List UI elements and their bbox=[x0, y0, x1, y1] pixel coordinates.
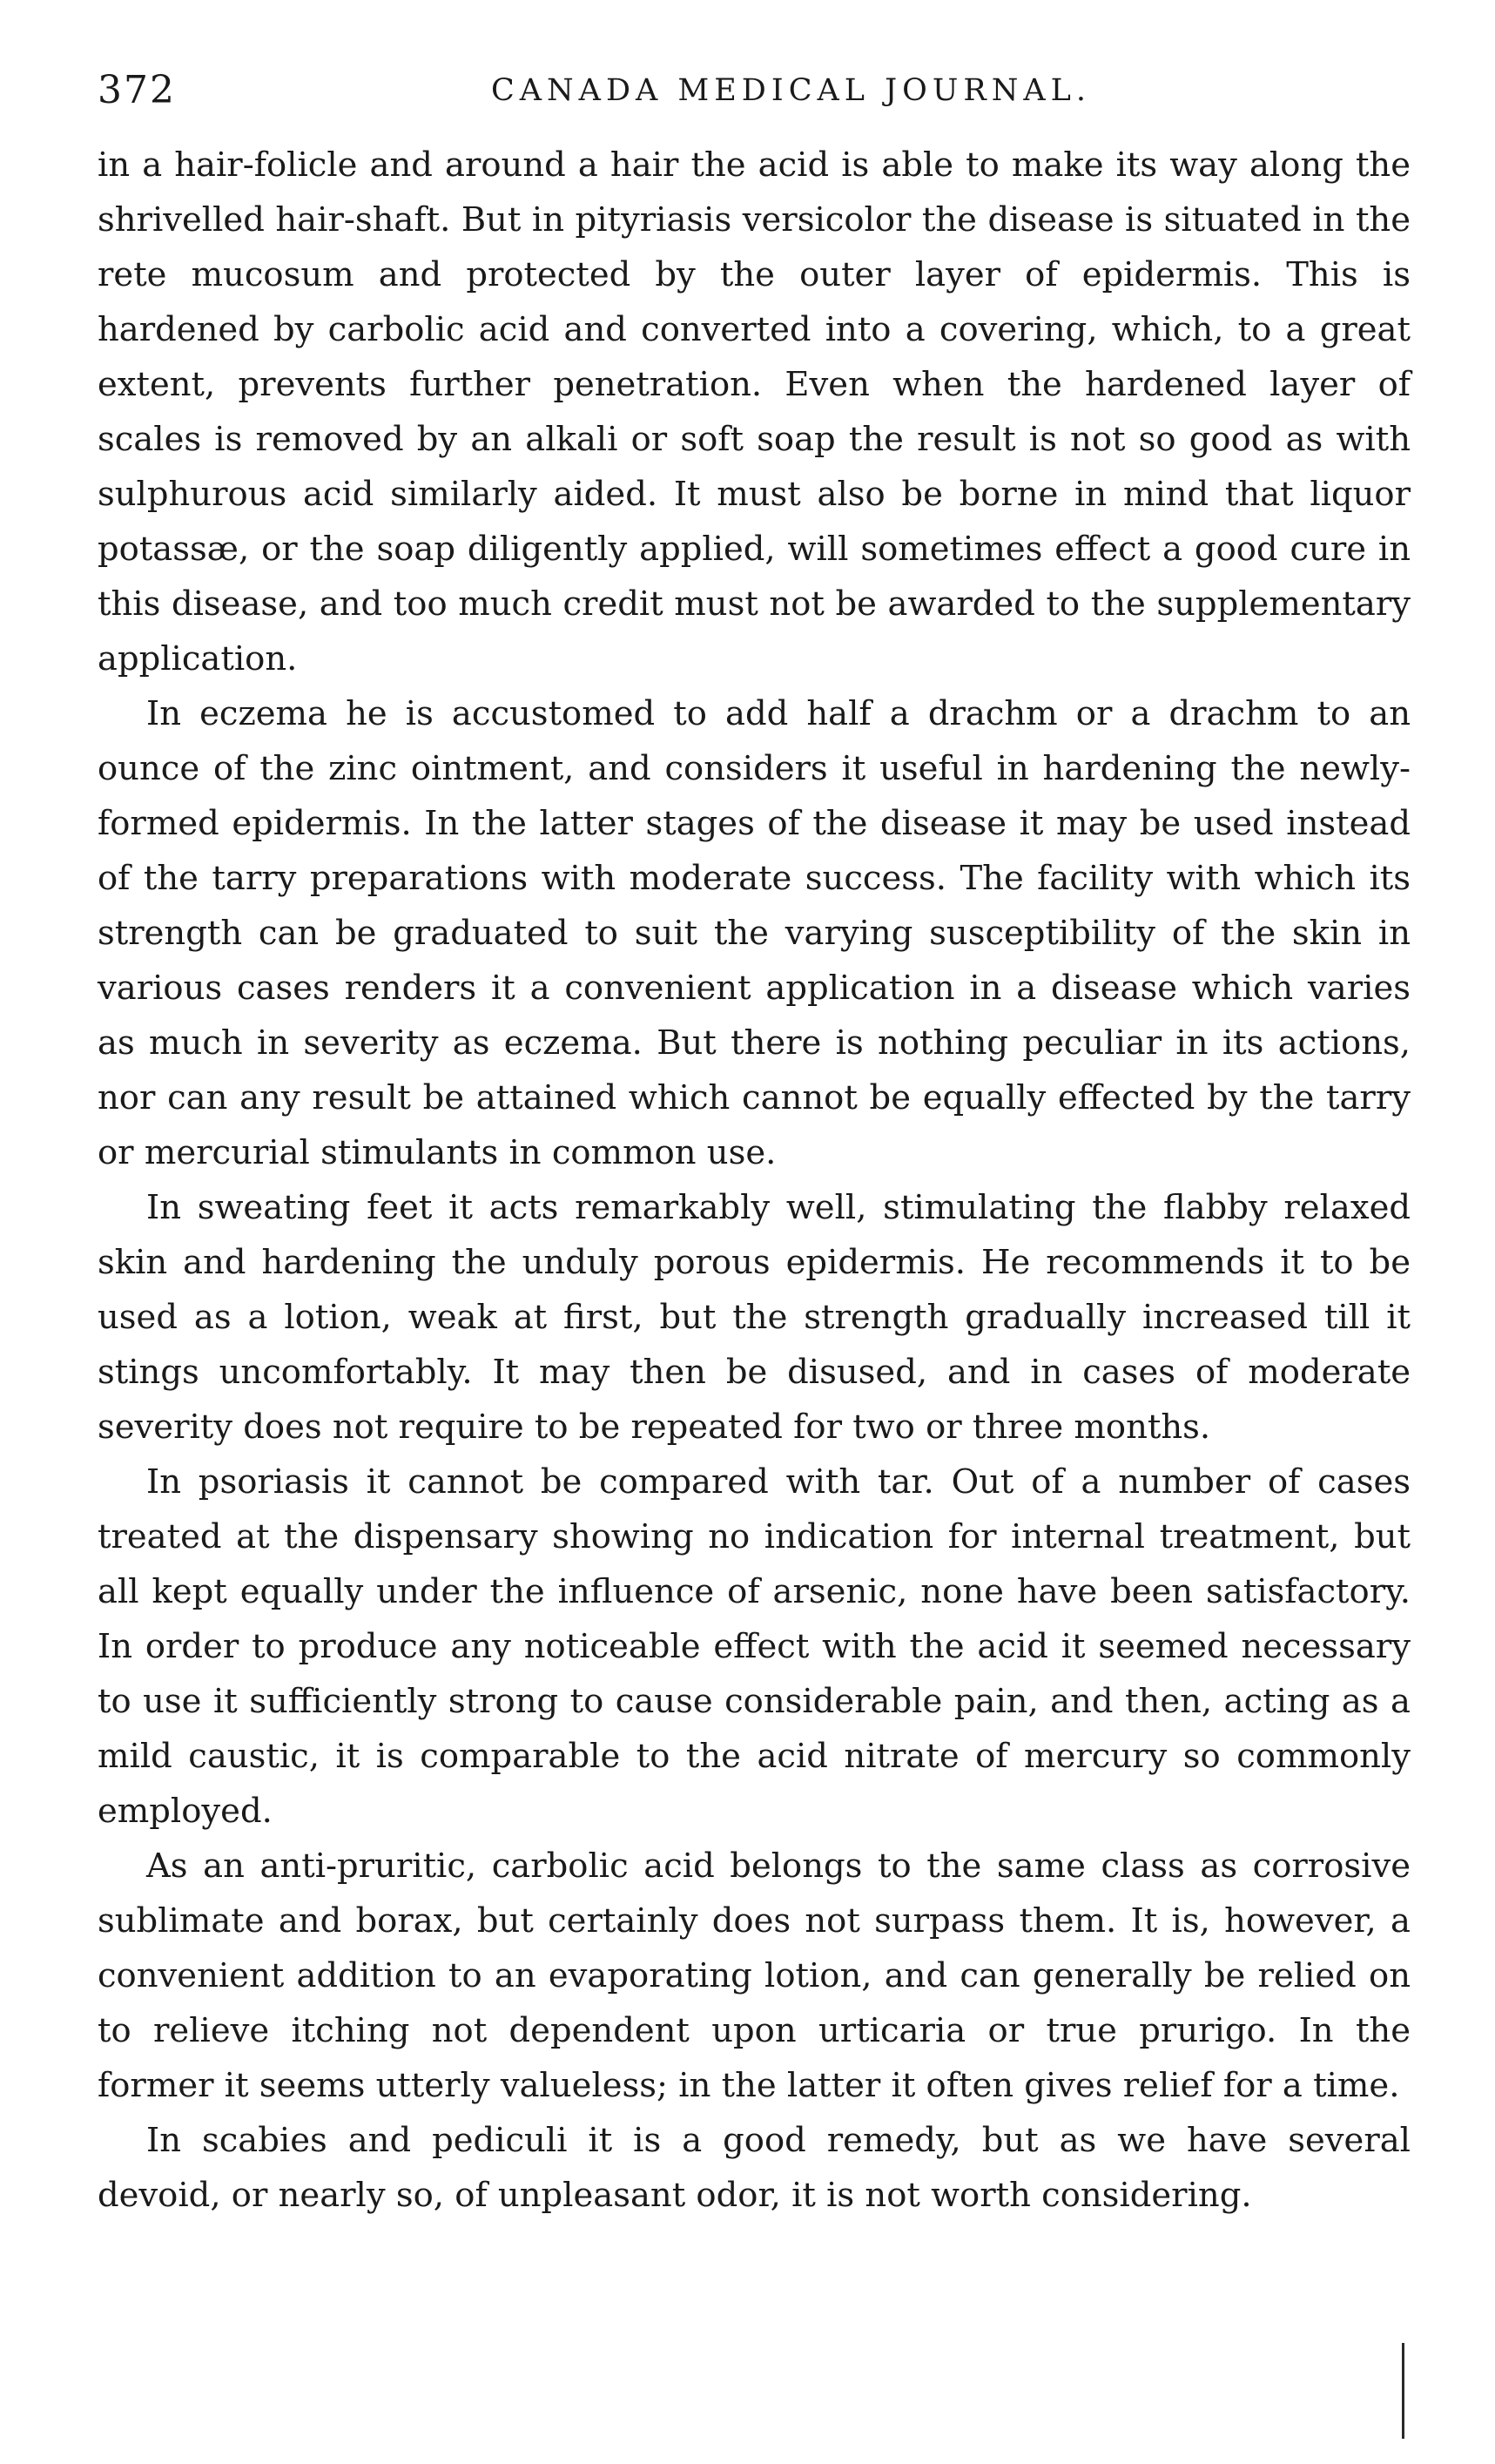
running-title: CANADA MEDICAL JOURNAL. bbox=[491, 73, 1091, 108]
paragraph-anti-pruritic: As an anti-pruritic, carbolic acid belongs to the same class as corrosive sublimate and borax, but certainly does not surpass them. It is, however, a convenient addition to an evaporating lotion, and can generally be relied on to relieve itching not dependent upon urticaria or true prurigo. In the former it seems utterly valueless; in the latter it often gives relief for a time. bbox=[98, 1846, 1411, 2105]
page-number: 372 bbox=[98, 68, 176, 112]
binding-edge-rule bbox=[1402, 2343, 1404, 2439]
article-body bbox=[98, 138, 1411, 2223]
paragraph-pityriasis-continued: in a hair-folicle and around a hair the acid is able to make its way along the shrivelled hair-shaft. But in pityriasis versicolor the disease is situated in the rete mucosum and protected by the outer layer of epidermis. This is hardened by carbolic acid and converted into a covering, which, to a great extent, prevents further penetration. Even when the hardened layer of scales is removed by an alkali or soft soap the result is not so good as with sulphurous acid similarly aided. It must also be borne in mind that liquor potassæ, or the soap diligently applied, will sometimes effect a good cure in this disease, and too much credit must not be awarded to the supplementary application. bbox=[98, 145, 1411, 678]
journal-page bbox=[98, 68, 1411, 2223]
page-header bbox=[98, 68, 1411, 138]
paragraph-eczema: In eczema he is accustomed to add half a drachm or a drachm to an ounce of the zinc ointment, and considers it useful in hardening the newly-formed epidermis. In the latter stages of the disease it may be used instead of the tarry preparations with moderate success. The facility with which its strength can be graduated to suit the varying susceptibility of the skin in various cases renders it a convenient application in a disease which varies as much in severity as eczema. But there is nothing peculiar in its actions, nor can any result be attained which cannot be equally effected by the tarry or mercurial stimulants in common use. bbox=[98, 694, 1411, 1172]
paragraph-scabies: In scabies and pediculi it is a good remedy, but as we have several devoid, or nearly so, of unpleasant odor, it is not worth considering. bbox=[98, 2121, 1411, 2215]
paragraph-psoriasis: In psoriasis it cannot be compared with tar. Out of a number of cases treated at the dispensary showing no indication for internal treatment, but all kept equally under the influence of arsenic, none have been satisfactory. In order to produce any noticeable effect with the acid it seemed necessary to use it sufficiently strong to cause considerable pain, and then, acting as a mild caustic, it is comparable to the acid nitrate of mercury so commonly employed. bbox=[98, 1462, 1411, 1831]
paragraph-sweating-feet: In sweating feet it acts remarkably well, stimulating the flabby relaxed skin and hardening the unduly porous epidermis. He recommends it to be used as a lotion, weak at first, but the strength gradually increased till it stings uncomfortably. It may then be disused, and in cases of moderate severity does not require to be repeated for two or three months. bbox=[98, 1188, 1411, 1447]
